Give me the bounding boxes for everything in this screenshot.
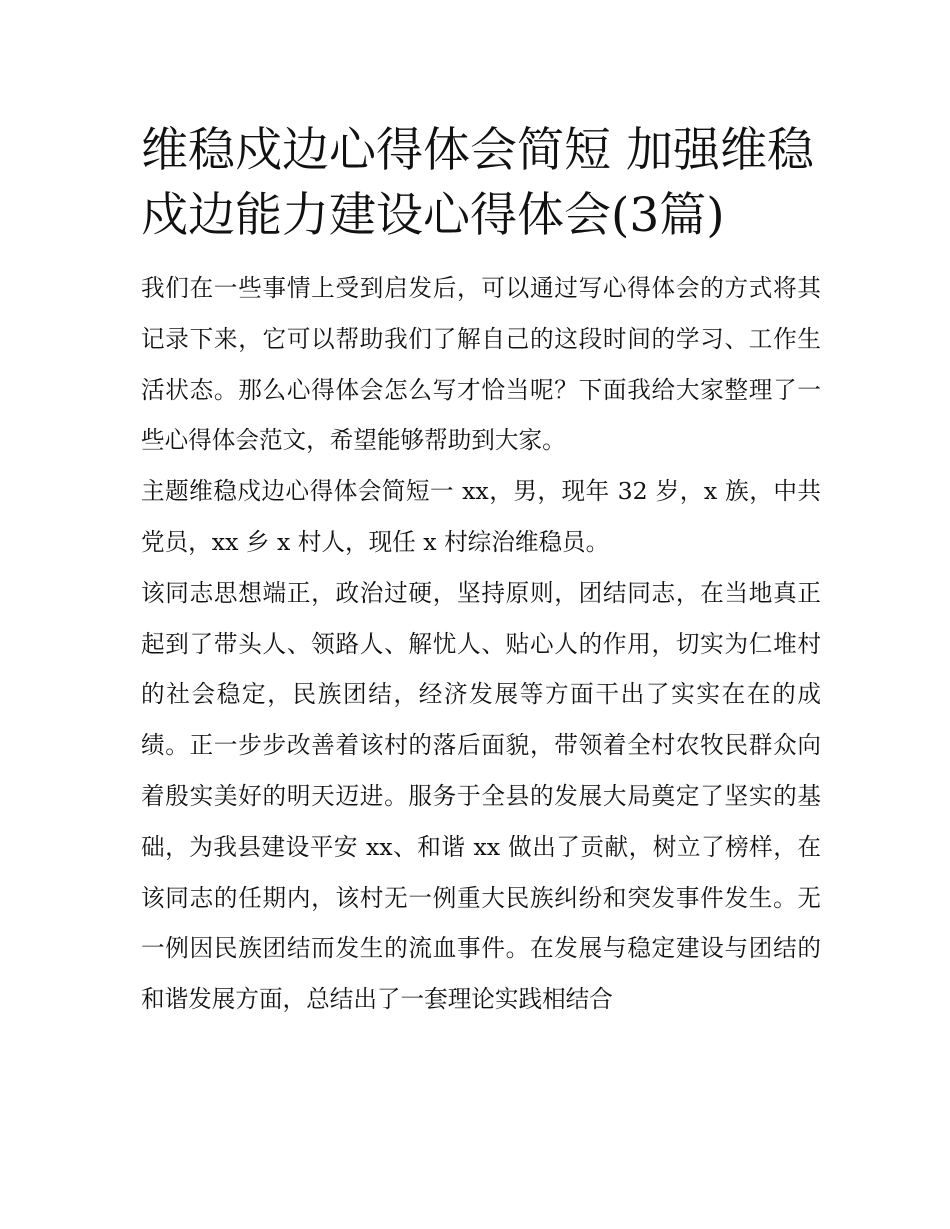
paragraph-achievements: 该同志思想端正，政治过硬，坚持原则，团结同志，在当地真正起到了带头人、领路人、解忧人、贴心人的作用，切实为仁堆村的社会稳定，民族团结，经济发展等方面干出了实实在在的成绩。正一步步改善着该村的落后面貌，带领着全村农牧民群众向着殷实美好的明天迈进。服务于全县的发展大局奠定了坚实的基础，为我县建设平安 xx、和谐 xx 做出了贡献，树立了榜样，在该同志的任期内，该村无一例重大民族纠纷和突发事件发生。无一例因民族团结而发生的流血事件。在发展与稳定建设与团结的和谐发展方面，总结出了一套理论实践相结合: [141, 578, 821, 1014]
document-page: [141, 118, 821, 1025]
paragraph-profile: 主题维稳戍边心得体会简短一 xx，男，现年 32 岁，x 族，中共党员，xx 乡 x 村人，现任 x 村综治维稳员。: [141, 477, 821, 556]
paragraph-intro: 我们在一些事情上受到启发后，可以通过写心得体会的方式将其记录下来，它可以帮助我们了解自己的这段时间的学习、工作生活状态。那么心得体会怎么写才恰当呢？下面我给大家整理了一些心得体会范文，希望能够帮助到大家。: [141, 274, 821, 455]
document-title: 维稳戍边心得体会简短 加强维稳戍边能力建设心得体会(3篇): [141, 123, 814, 243]
